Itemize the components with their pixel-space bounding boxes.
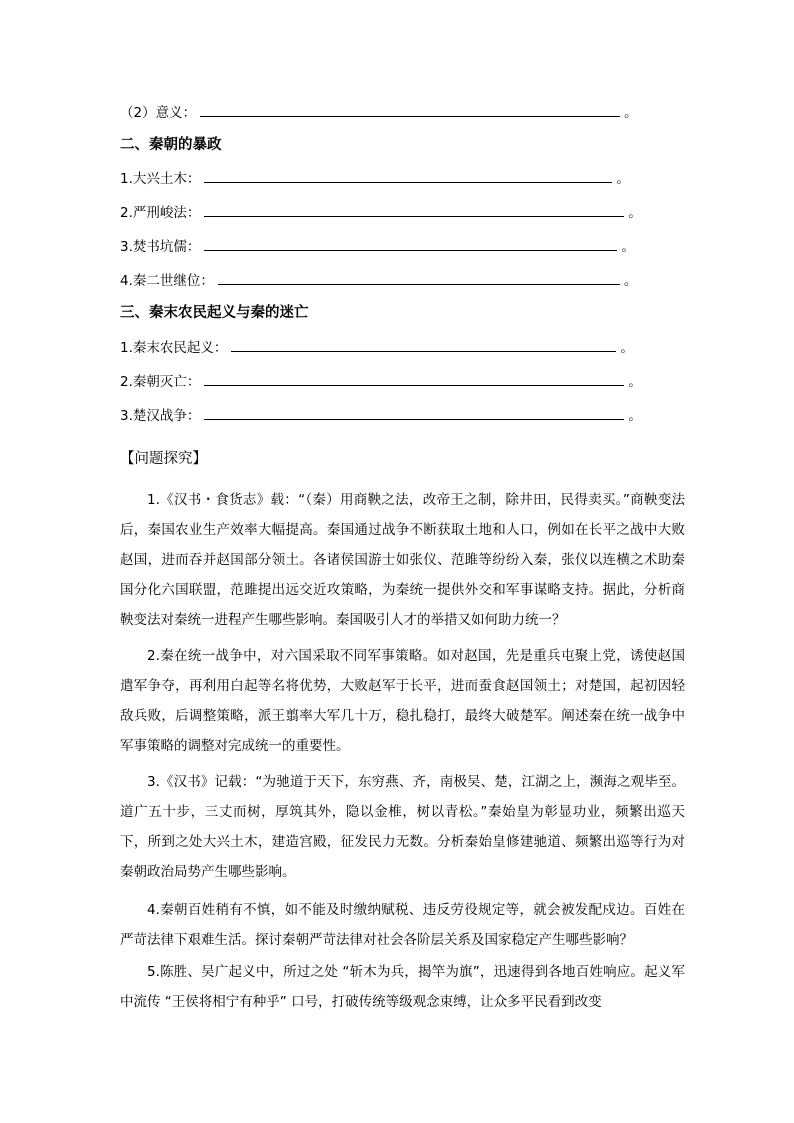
item-label: 1.秦末农民起义： bbox=[120, 340, 228, 356]
answer-blank[interactable] bbox=[204, 170, 612, 183]
fill-line bbox=[120, 238, 635, 256]
fill-line bbox=[120, 272, 637, 290]
inquiry-paragraph: 3.《汉书》记载：“为驰道于天下，东穷燕、齐，南极吴、楚，江湖之上，濒海之观毕至。道广五十步，三丈而树，厚筑其外，隐以金椎，树以青松。”秦始皇为彰显功业，频繁出巡天下，所到之处大兴土木，建造宫殿，征发民力无数。分析秦始皇修建驰道、频繁出巡等行为对秦朝政治局势产生哪些影响。 bbox=[120, 774, 685, 880]
fill-line bbox=[120, 204, 642, 222]
end-mark: 。 bbox=[620, 340, 634, 356]
end-mark: 。 bbox=[628, 408, 642, 424]
answer-blank[interactable] bbox=[204, 204, 624, 217]
section-heading: 二、秦朝的暴政 bbox=[120, 137, 222, 153]
answer-blank[interactable] bbox=[200, 104, 620, 117]
fill-line bbox=[120, 373, 642, 391]
item-label: 1.大兴土木： bbox=[120, 171, 201, 187]
end-mark: 。 bbox=[628, 205, 642, 221]
end-mark: 。 bbox=[623, 273, 638, 289]
item-label: 3.楚汉战争： bbox=[120, 408, 201, 424]
inquiry-paragraph: 4.秦朝百姓稍有不慎，如不能及时缴纳赋税、违反劳役规定等，就会被发配戍边。百姓在严苛法律下艰难生活。探讨秦朝严苛法律对社会各阶层关系及国家稳定产生哪些影响？ bbox=[120, 902, 685, 948]
inquiry-paragraph: 5.陈胜、吴广起义中，所过之处 “斩木为兵，揭竿为旗”，迅速得到各地百姓响应。起义军中流传 “王侯将相宁有种乎” 口号，打破传统等级观念束缚，让众多平民看到改变 bbox=[120, 964, 685, 1010]
answer-blank[interactable] bbox=[204, 407, 624, 420]
significance-label: （2）意义： bbox=[120, 105, 197, 121]
item-label: 2.严刑峻法： bbox=[120, 205, 201, 221]
item-label: 2.秦朝灭亡： bbox=[120, 374, 201, 390]
answer-blank[interactable] bbox=[204, 373, 624, 386]
section-heading: 三、秦末农民起义与秦的迷亡 bbox=[120, 305, 309, 321]
end-mark: 。 bbox=[621, 239, 635, 255]
end-mark: 。 bbox=[616, 171, 630, 187]
answer-blank[interactable] bbox=[231, 339, 616, 352]
end-mark: 。 bbox=[628, 374, 642, 390]
inquiry-heading: 【问题探究】 bbox=[120, 451, 207, 467]
inquiry-paragraph: 2.秦在统一战争中，对六国采取不同军事策略。如对赵国，先是重兵屯聚上党，诱使赵国遣军争夺，再利用白起等名将优势，大败赵军于长平，进而蚕食赵国领土；对楚国，起初因轻敌兵败，后调整策略，派王翦率大军几十万，稳扎稳打，最终大破楚军。阐述秦在统一战争中军事策略的调整对完成统一的重要性。 bbox=[120, 648, 685, 754]
answer-blank[interactable] bbox=[218, 272, 620, 285]
inquiry-paragraph: 1.《汉书・食货志》载：“（秦）用商鞅之法，改帝王之制，除井田，民得卖买。”商鞅变法后，秦国农业生产效率大幅提高。秦国通过战争不断获取土地和人口，例如在长平之战中大败赵国，进而吞并赵国部分领土。各诸侯国游士如张仪、范雎等纷纷入秦，张仪以连横之术助秦国分化六国联盟，范雎提出远交近攻策略，为秦统一提供外交和军事谋略支持。据此，分析商鞅变法对秦统一进程产生哪些影响。秦国吸引人才的举措又如何助力统一？ bbox=[120, 492, 685, 628]
item-label: 3.焚书坑儒： bbox=[120, 239, 201, 255]
fill-line bbox=[120, 170, 630, 188]
fill-line bbox=[120, 407, 642, 425]
answer-blank[interactable] bbox=[204, 238, 617, 251]
significance-line bbox=[120, 104, 638, 122]
end-mark: 。 bbox=[624, 105, 638, 121]
item-label: 4.秦二世继位： bbox=[120, 273, 214, 289]
fill-line bbox=[120, 339, 634, 357]
